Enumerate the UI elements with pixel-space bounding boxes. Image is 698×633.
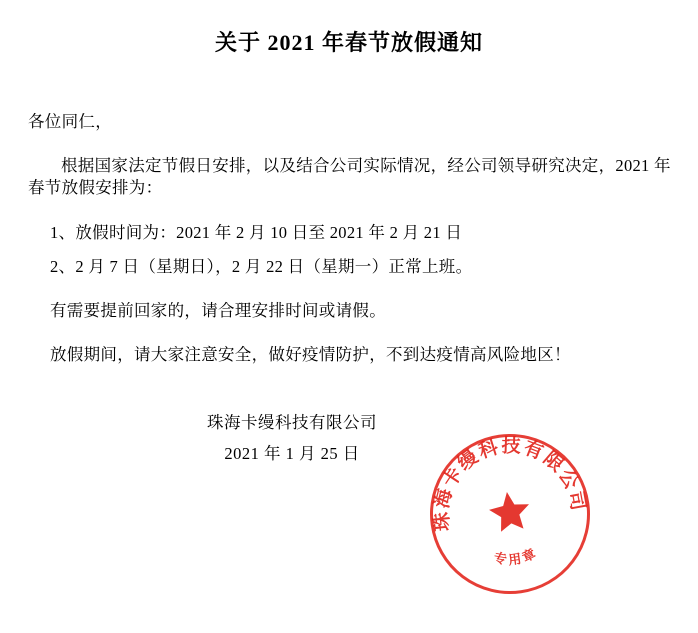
star-icon bbox=[485, 487, 535, 537]
page-title: 关于 2021 年春节放假通知 bbox=[214, 30, 483, 55]
salutation: 各位同仁， bbox=[28, 111, 112, 131]
document-page bbox=[0, 28, 698, 633]
seal-bottom-text-path: 专用章 bbox=[492, 544, 541, 568]
signature-company: 珠海卡缦科技有限公司 bbox=[207, 412, 377, 432]
note-paragraph-2: 放假期间，请大家注意安全，做好疫情防护，不到达疫情高风险地区！ bbox=[50, 345, 571, 365]
list-item: 1、放假时间为：2021 年 2 月 10 日至 2021 年 2 月 21 日 bbox=[50, 222, 463, 242]
seal-top-text-path: 珠海卡缦科技有限公司 bbox=[431, 435, 589, 533]
list-item: 2、2 月 7 日（星期日），2 月 22 日（星期一）正常上班。 bbox=[50, 256, 473, 276]
svg-text:专用章 bbox=[491, 544, 542, 570]
note-paragraph-1: 有需要提前回家的，请合理安排时间或请假。 bbox=[50, 301, 386, 321]
intro-paragraph: 根据国家法定节假日安排，以及结合公司实际情况，经公司领导研究决定，2021 年春节放假安排为： bbox=[28, 156, 671, 198]
signature-date: 2021 年 1 月 25 日 bbox=[224, 444, 360, 463]
document-body bbox=[0, 111, 698, 470]
signature-block bbox=[28, 407, 676, 470]
